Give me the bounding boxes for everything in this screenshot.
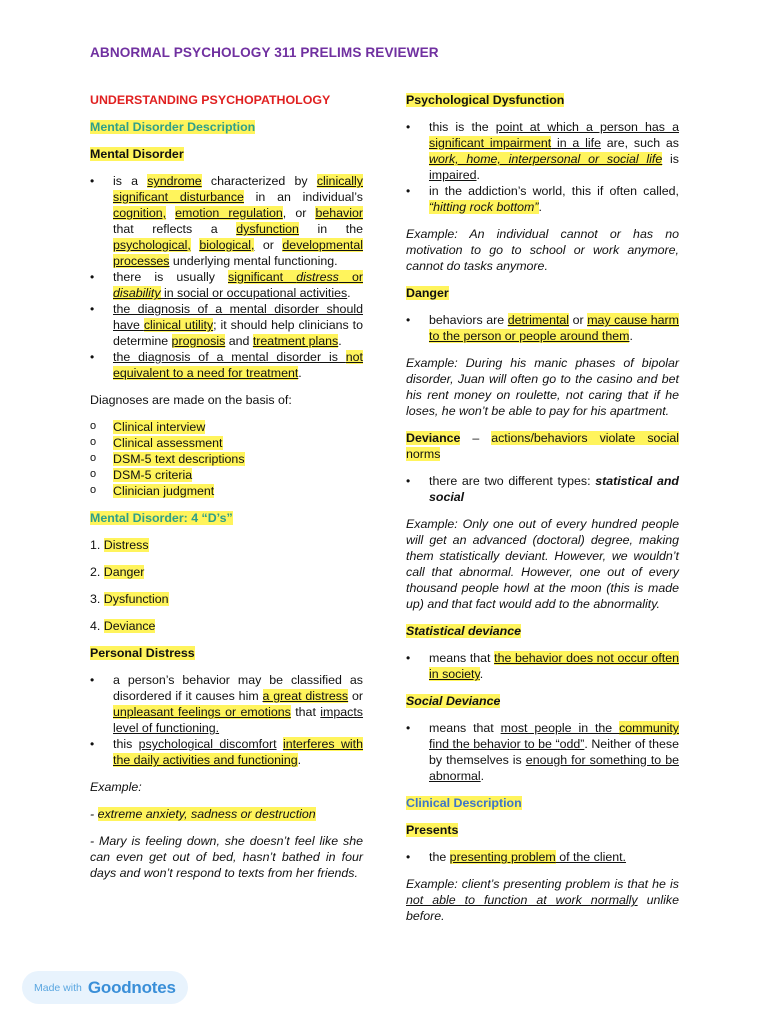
deviance-definition: Deviance – actions/behaviors violate social norms xyxy=(406,431,680,461)
list-item: • this psychological discomfort interferes with the daily activities and functioning. xyxy=(90,736,363,768)
list-item: • in the addiction’s world, this if often called, “hitting rock bottom”. xyxy=(406,183,679,215)
presents-example: Example: client’s presenting problem is that he is not able to function at work normally unlike before. xyxy=(406,877,679,923)
four-d-item: 2. Danger xyxy=(90,565,145,579)
goodnotes-badge[interactable] xyxy=(22,971,188,1004)
deviance-list xyxy=(406,473,679,505)
list-item: • there are two different types: statistical and social xyxy=(406,473,679,505)
heading-four-ds: Mental Disorder: 4 “D’s” xyxy=(90,511,233,525)
heading-clinical-description: Clinical Description xyxy=(406,796,522,810)
mental-disorder-list xyxy=(90,173,363,381)
list-item: o Clinician judgment xyxy=(90,483,363,499)
heading-psychological-dysfunction: Psychological Dysfunction xyxy=(406,93,565,107)
danger-example: Example: During his manic phases of bipolar disorder, Juan will often go to the casino and bet his rent money on roulette, not caring that if he loses, he won’t be able to pay for his apartment. xyxy=(406,356,679,418)
left-column xyxy=(90,92,363,892)
list-item: • the diagnosis of a mental disorder should have clinical utility; it should help clinicians to determine prognosis and treatment plans. xyxy=(90,301,363,349)
basis-list xyxy=(90,419,363,499)
list-item: • means that the behavior does not occur often in society. xyxy=(406,650,679,682)
personal-distress-list xyxy=(90,672,363,768)
example-1: - extreme anxiety, sadness or destruction xyxy=(90,807,316,821)
dysfunction-example: Example: An individual cannot or has no motivation to go to school or work anymore, cannot do tasks anymore. xyxy=(406,227,679,273)
list-item: • the presenting problem of the client. xyxy=(406,849,679,865)
list-item: o Clinical assessment xyxy=(90,435,363,451)
heading-personal-distress: Personal Distress xyxy=(90,646,195,660)
example-label: Example: xyxy=(90,780,142,794)
list-item: • this is the point at which a person has a significant impairment in a life are, such as work, home, interpersonal or social life is impaired. xyxy=(406,119,679,183)
made-with-label: Made with xyxy=(34,981,82,994)
social-list xyxy=(406,720,679,784)
page-title: ABNORMAL PSYCHOLOGY 311 PRELIMS REVIEWER xyxy=(90,45,439,60)
list-item: • means that most people in the community find the behavior to be “odd”. Neither of these by themselves is enough for something to be abnormal. xyxy=(406,720,679,784)
goodnotes-logo: Goodnotes xyxy=(87,977,176,997)
basis-intro: Diagnoses are made on the basis of: xyxy=(90,393,292,407)
deviance-example: Example: Only one out of every hundred people will get an advanced (doctoral) degree, making them statistically deviant. However, we wouldn’t call that abnormal. However, one out of every thousand people howl at the moon (this is made up) and that fact would add to the abnormality. xyxy=(406,517,679,611)
dysfunction-list xyxy=(406,119,679,215)
list-item: • is a syndrome characterized by clinically significant disturbance in an individual’s cognition, emotion regulation, or behavior that reflects a dysfunction in the psychological, biological, or developmental processes underlying mental functioning. xyxy=(90,173,363,269)
statistical-list xyxy=(406,650,679,682)
right-column xyxy=(406,92,679,935)
example-2: - Mary is feeling down, she doesn’t feel like she can even get out of bed, hasn’t bathed in four days and won’t respond to texts from her friends. xyxy=(90,834,363,880)
four-d-item: 3. Dysfunction xyxy=(90,592,169,606)
list-item: o Clinical interview xyxy=(90,419,363,435)
heading-presents: Presents xyxy=(406,823,459,837)
list-item: • there is usually significant distress or disability in social or occupational activities. xyxy=(90,269,363,301)
heading-social-deviance: Social Deviance xyxy=(406,694,501,708)
list-item: o DSM-5 criteria xyxy=(90,467,363,483)
heading-mental-disorder: Mental Disorder xyxy=(90,147,184,161)
presents-list xyxy=(406,849,679,865)
heading-mental-disorder-description: Mental Disorder Description xyxy=(90,120,256,134)
four-d-item: 4. Deviance xyxy=(90,619,156,633)
list-item: • a person’s behavior may be classified as disordered if it causes him a great distress or unpleasant feelings or emotions that impacts level of functioning. xyxy=(90,672,363,736)
four-d-item: 1. Distress xyxy=(90,538,149,552)
list-item: • behaviors are detrimental or may cause harm to the person or people around them. xyxy=(406,312,679,344)
heading-statistical-deviance: Statistical deviance xyxy=(406,624,522,638)
section-title: UNDERSTANDING PSYCHOPATHOLOGY xyxy=(90,93,331,107)
list-item: • the diagnosis of a mental disorder is not equivalent to a need for treatment. xyxy=(90,349,363,381)
heading-danger: Danger xyxy=(406,286,449,300)
danger-list xyxy=(406,312,679,344)
list-item: o DSM-5 text descriptions xyxy=(90,451,363,467)
